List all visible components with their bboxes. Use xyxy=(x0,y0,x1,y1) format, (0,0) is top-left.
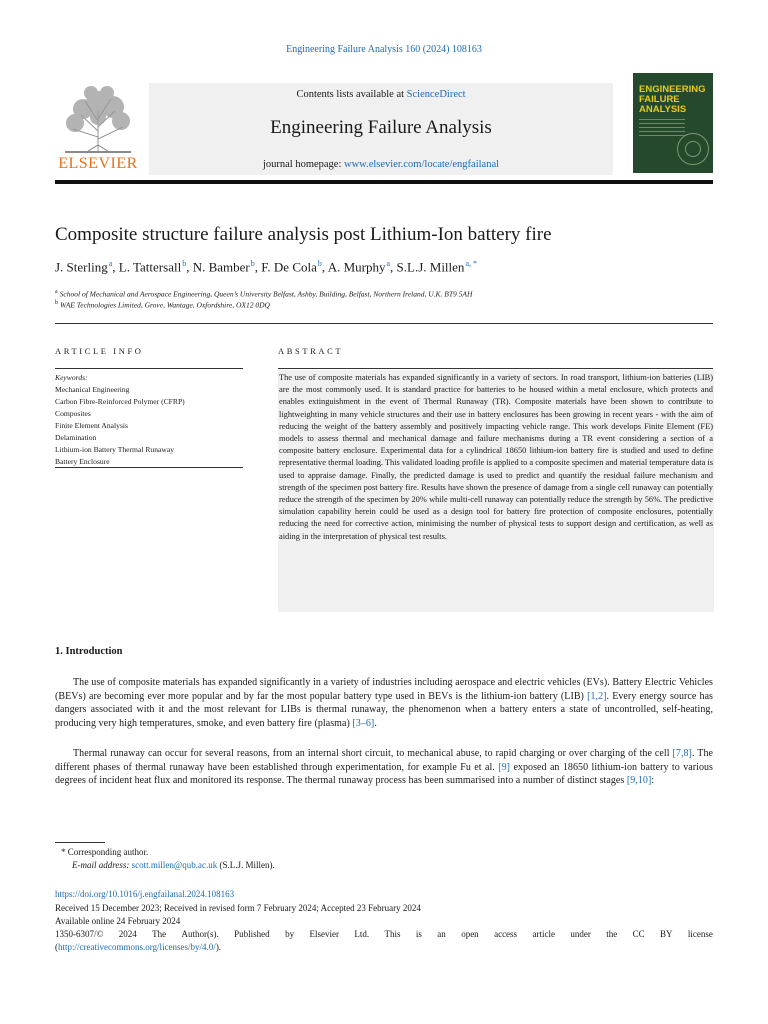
header-divider xyxy=(55,323,713,324)
author-name[interactable]: F. De Cola xyxy=(261,259,317,275)
license-word: Ltd. xyxy=(354,929,370,939)
license-word: an xyxy=(437,929,446,939)
section-heading-introduction: 1. Introduction xyxy=(55,646,123,657)
keyword-item: Lithium-ion Battery Thermal Runaway xyxy=(55,445,175,454)
paragraph-text: The use of composite materials has expanded significantly in a variety of industries including aerospace and electric vehicles (EVs). Battery Electric Vehicles (BEVs) are becoming ever more popular and by far the most popular battery type used in BEVs is the lithium-ion battery (LIB) xyxy=(55,677,713,702)
paragraph-text: . The different phases of thermal runaway have been established through experimentation, for example Fu et al. xyxy=(55,748,713,773)
license-word: article xyxy=(532,929,555,939)
doi-url[interactable]: https://doi.org/10.1016/j.engfailanal.2024.108163 xyxy=(55,889,235,899)
author-name[interactable]: S.L.J. Millen xyxy=(396,259,465,275)
license-url[interactable]: http://creativecommons.org/licenses/by/4.0/ xyxy=(58,942,216,952)
paragraph-text: Thermal runaway can occur for several reasons, from an internal short circuit, to mechanical abuse, to rapid charging or over charging of the cell xyxy=(73,748,673,759)
license-open-paren: ( xyxy=(55,942,58,952)
author-affiliation-marker[interactable]: b xyxy=(182,259,187,268)
author-affiliation-marker[interactable]: b xyxy=(250,259,255,268)
sciencedirect-link[interactable]: ScienceDirect xyxy=(406,89,466,100)
citation-link[interactable]: [3–6] xyxy=(352,717,375,729)
affiliation-a xyxy=(55,289,713,299)
homepage-line xyxy=(149,159,613,170)
keyword-item: Battery Enclosure xyxy=(55,457,110,466)
citation-link[interactable]: [7,8] xyxy=(672,748,692,759)
license-close: ). xyxy=(215,942,222,952)
license-year: 2024 xyxy=(118,929,137,939)
citation-link[interactable]: [9,10] xyxy=(626,775,652,786)
license-url-line xyxy=(55,941,713,953)
license-word: access xyxy=(494,929,518,939)
license-word: CC xyxy=(632,929,645,939)
contents-line xyxy=(149,89,613,100)
paragraph-text: . xyxy=(374,717,377,729)
license-word: is xyxy=(415,929,422,939)
journal-name: Engineering Failure Analysis xyxy=(270,117,492,138)
license-word: This xyxy=(384,929,401,939)
email-suffix: (S.L.J. Millen). xyxy=(219,860,275,870)
affiliation-text: WAE Technologies Limited, Grove, Wantage, Oxfordshire, OX12 0DQ xyxy=(60,300,270,310)
affiliation-label: b xyxy=(55,300,58,306)
paragraph-text: . Every energy source has dangers associated with it and the most relevant for LIBs is thermal runaway, the phenomenon when a battery enters a state of uncontrolled, self-heating, producing very high temperatures, smoke, and even battery fire (plasma) xyxy=(55,690,713,729)
article-title: Composite structure failure analysis post Lithium-Ion battery fire xyxy=(55,224,552,245)
license-word: by xyxy=(285,929,295,939)
contents-prefix: Contents lists available at xyxy=(296,89,407,100)
doi-link[interactable] xyxy=(55,888,713,900)
author-affiliation-marker[interactable]: b xyxy=(317,259,322,268)
paragraph-text: : xyxy=(651,775,655,786)
keyword-item: Finite Element Analysis xyxy=(55,421,128,430)
license-word: open xyxy=(461,929,479,939)
author-affiliation-marker[interactable]: a, * xyxy=(465,259,477,268)
affiliation-label: a xyxy=(55,289,58,295)
running-head[interactable]: Engineering Failure Analysis 160 (2024) 108163 xyxy=(286,44,482,55)
license-word: under xyxy=(570,929,591,939)
cover-graphic xyxy=(685,141,701,157)
body-paragraph-1 xyxy=(55,676,713,730)
author-name[interactable]: N. Bamber xyxy=(192,259,250,275)
license-word: BY xyxy=(660,929,673,939)
author-affiliation-marker[interactable]: a xyxy=(108,259,113,268)
paragraph-text: exposed an 18650 lithium-ion battery to various degrees of incident heat flux and monitored its response. The thermal runaway process has been summarised into a number of distinct stages xyxy=(55,761,713,786)
body-paragraph-2 xyxy=(55,747,713,788)
journal-cover-thumbnail[interactable] xyxy=(633,73,713,173)
affiliation-b xyxy=(55,300,713,310)
footnote-rule xyxy=(55,842,105,843)
keywords-label: Keywords: xyxy=(55,373,88,382)
author-affiliation-marker[interactable]: a xyxy=(386,259,391,268)
author-list: J. Sterling$^a$, L. Tattersall$^b$, N. Bamber$^b$, F. De Cola$^b$, A. Murphy$^a$, S.L.J. Millen$^{a, *}$ xyxy=(55,259,477,275)
author-name[interactable]: J. Sterling xyxy=(55,259,108,275)
journal-info-box xyxy=(149,83,613,175)
abstract-text: The use of composite materials has expanded significantly in a variety of sectors. In road transport, lithium-ion batteries (LIB) are the most commonly used. It is standard practice for batteries to be housed within a metal enclosure, which protects and enables extinguishment in the event of Thermal Runaway (TR). Composite materials have been shown to contribute to lightweighting in many vehicle structures and their use in battery enclosures has been growing in recent years - with the aim of reducing the weight of the battery assembly and positively impacting vehicle range. This work develops Finite Element (FE) models to assess thermal and mechanical damage and failure mechanisms during a TR event considering a section of a composite battery enclosure. Experimental data for a cylindrical 18650 lithium-ion battery fire is studied and used to define representative thermal loading. This validated loading profile is applied to a composite specimen and material temperature data is used to appraise damage. Finally, the predicted damage is used to predict and quantify the residual failure mechanism and strength of the specimen post battery fire. Results have shown the presence of damage from a single cell runaway can potentially reduce the strength of the specimen by 20% while multi-cell runaway can potentially reduce the strength by 56%. The predictive simulation capability herein could be used as a design tool for battery fire protection of composite enclosures, potentially reducing the need for corrective action, minimising the number of physical tests to support design and certification, as well as aiding in the interpretation of physical test results. xyxy=(279,373,713,541)
article-info-rule xyxy=(55,368,243,369)
author-name[interactable]: L. Tattersall xyxy=(118,259,182,275)
available-online: Available online 24 February 2024 xyxy=(55,916,181,926)
footnote-marker: * xyxy=(61,847,66,857)
corresponding-author-note xyxy=(55,846,719,859)
affiliation-text: School of Mechanical and Aerospace Engineering, Queen’s University Belfast, Ashby, Building, Belfast, Northern Ireland, U.K. BT9 5AH xyxy=(59,289,473,299)
license-word: Published xyxy=(234,929,270,939)
publisher-wordmark: ELSEVIER xyxy=(58,155,138,172)
license-issn: 1350-6307/© xyxy=(55,929,104,939)
journal-homepage-link[interactable]: www.elsevier.com/locate/engfailanal xyxy=(344,159,500,170)
citation-link[interactable]: [9] xyxy=(498,761,511,773)
keywords-bottom-rule xyxy=(55,467,243,468)
homepage-prefix: journal homepage: xyxy=(262,159,345,170)
email-label: E-mail address: xyxy=(72,860,130,870)
license-word: the xyxy=(606,929,618,939)
license-line xyxy=(55,928,713,940)
license-word: Author(s). xyxy=(181,929,219,939)
keyword-item: Composites xyxy=(55,409,91,418)
author-name[interactable]: A. Murphy xyxy=(327,259,386,275)
citation-link[interactable]: [1,2] xyxy=(587,690,607,702)
footnote-text: Corresponding author. xyxy=(67,847,149,857)
keyword-item: Delamination xyxy=(55,433,97,442)
abstract-heading: ABSTRACT xyxy=(278,346,344,356)
masthead-rule xyxy=(55,180,713,184)
license-word: license xyxy=(687,929,713,939)
license-word: The xyxy=(152,929,167,939)
keyword-item: Carbon Fibre-Reinforced Polymer (CFRP) xyxy=(55,397,185,406)
abstract-rule xyxy=(278,368,713,369)
journal-masthead xyxy=(55,79,713,179)
article-info-heading: ARTICLE INFO xyxy=(55,346,144,356)
keyword-item: Mechanical Engineering xyxy=(55,385,130,394)
received-dates: Received 15 December 2023; Received in revised form 7 February 2024; Accepted 23 February 2024 xyxy=(55,903,421,913)
email-note xyxy=(55,859,730,872)
cover-text-lines xyxy=(639,119,685,143)
keywords-block xyxy=(55,372,245,468)
cover-title: ENGINEERING FAILURE ANALYSIS xyxy=(639,84,706,115)
author-email-link[interactable]: scott.millen@qub.ac.uk xyxy=(131,860,218,870)
license-word: Elsevier xyxy=(309,929,339,939)
